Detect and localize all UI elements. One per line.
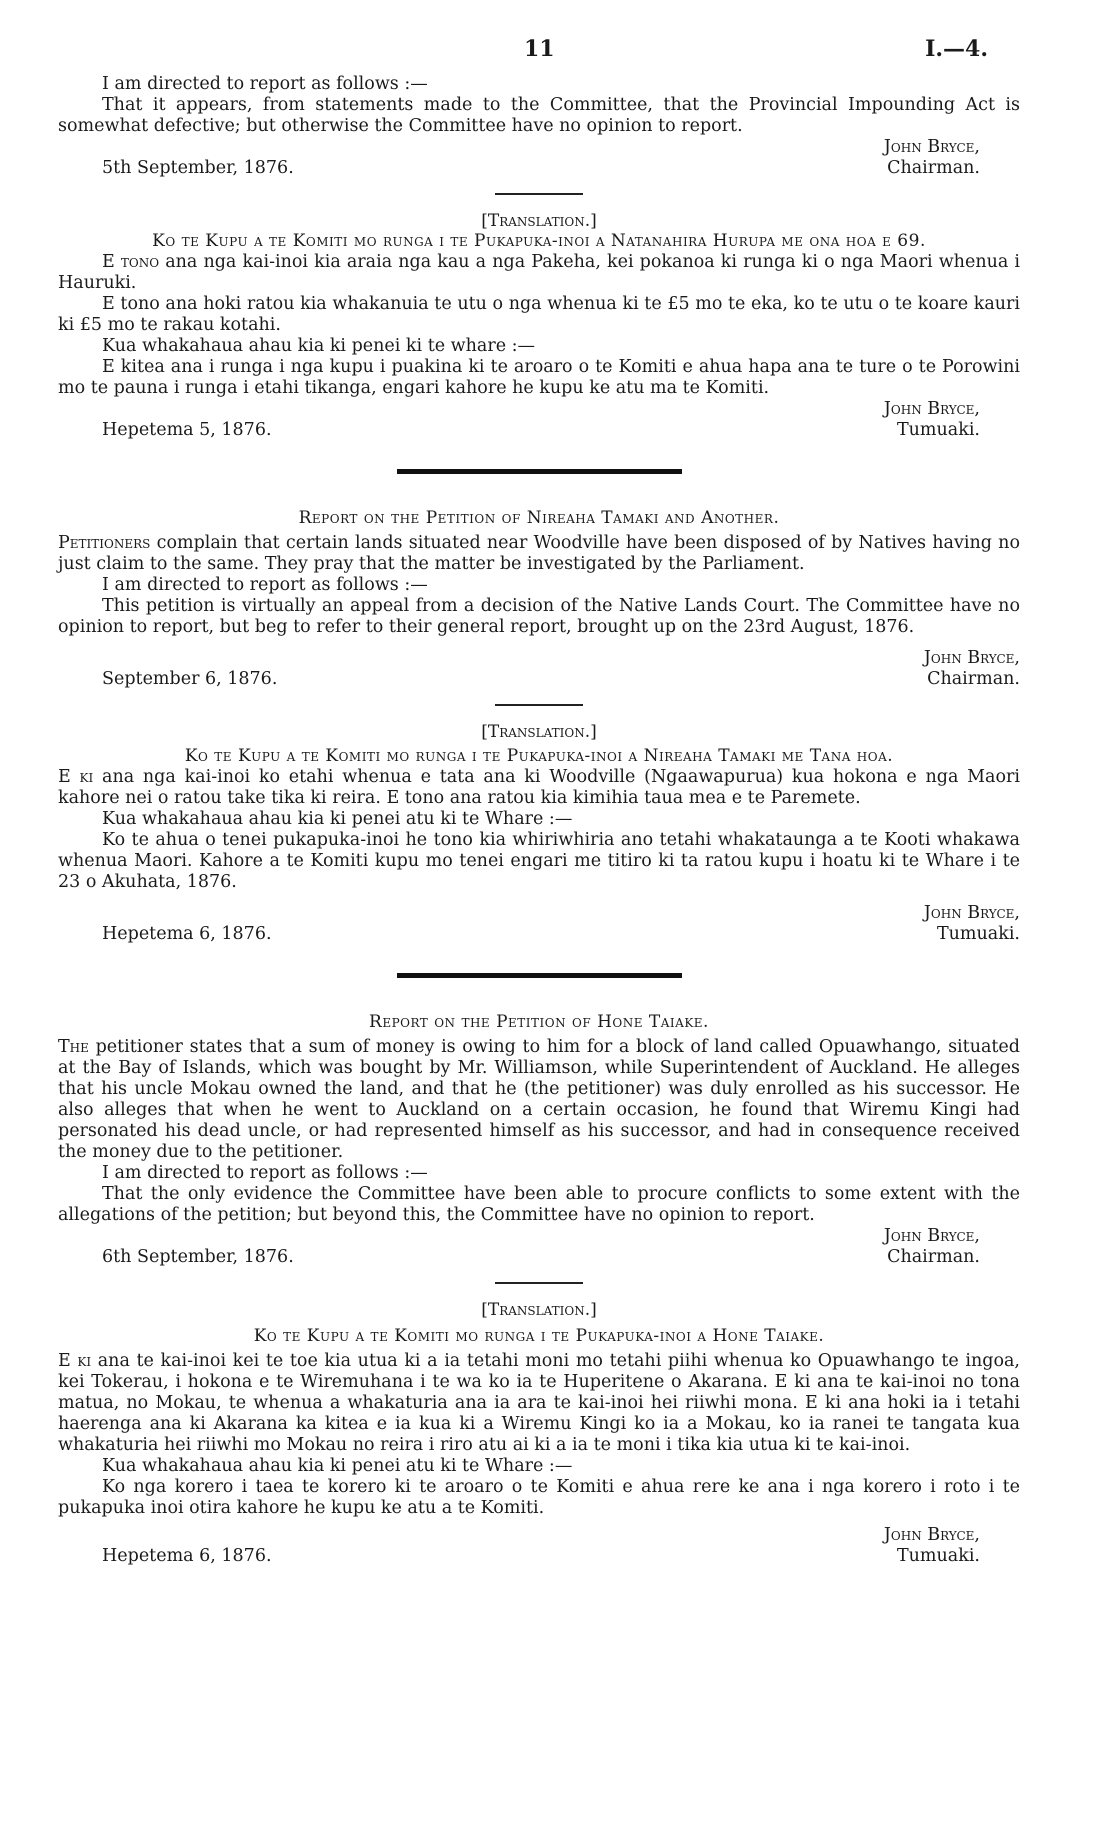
report-paragraph — [58, 533, 1020, 575]
divider-rule — [495, 193, 583, 195]
date-row — [58, 669, 1020, 690]
page-header — [58, 30, 1020, 74]
lead-words: Petitioners — [58, 533, 151, 553]
report-date: Hepetema 6, 1876. — [102, 924, 272, 944]
report-date: September 6, 1876. — [102, 669, 278, 689]
translation-paragraph: Ko te ahua o tenei pukapuka-inoi he tono kia whiriwhiria ano tetahi whakataunga a te Kooti whakawa whenua Maori. Kahore a te Komiti kupu mo tenei engari me titiro ki ta ratou kupu i hoatu ki te Whare i te 23 o Akuhata, 1876. — [58, 830, 1020, 892]
document-page — [58, 30, 1020, 1567]
date-row — [58, 158, 1020, 179]
impounding-translation — [58, 211, 1020, 441]
translation-paragraph: E kitea ana i runga i nga kupu i puakina ki te aroaro o te Komiti e ahua hapa ana te ture o te Porowini mo te pauna i runga i etahi tikanga, engari kahore he kupu ke atu ma te Komiti. — [58, 357, 1020, 398]
signer-title: Tumuaki. — [896, 1546, 980, 1566]
signer-title: Chairman. — [927, 669, 1020, 689]
taiake-report — [58, 1012, 1020, 1268]
report-date: 5th September, 1876. — [102, 158, 294, 178]
date-row — [58, 1546, 1020, 1567]
signer-title: Tumuaki. — [896, 420, 980, 440]
report-heading: Report on the Petition of Hone Taiake. — [369, 1012, 709, 1032]
date-row — [58, 420, 1020, 441]
signer-name: John Bryce, — [923, 648, 1020, 668]
signer-name: John Bryce, — [923, 903, 1020, 923]
page-number: 11 — [524, 36, 555, 62]
translation-heading: Ko te Kupu a te Komiti mo runga i te Pukapuka-inoi a Natanahira Hurupa me ona hoa e 69. — [152, 231, 926, 251]
translation-paragraph — [58, 252, 1020, 294]
signer-title: Chairman. — [887, 1247, 980, 1267]
report-heading: Report on the Petition of Nireaha Tamaki and Another. — [298, 508, 780, 528]
lead-words: E ki — [58, 767, 94, 787]
report-paragraph: That the only evidence the Committee have been able to procure conflicts to some extent with the allegations of the petition; but beyond this, the Committee have no opinion to report. — [58, 1184, 1020, 1225]
signer-title: Tumuaki. — [936, 924, 1020, 944]
signer-name: John Bryce, — [883, 1525, 980, 1545]
translation-paragraph: Ko nga korero i taea te korero ki te aroaro o te Komiti e ahua rere ke ana i nga korero i roto i te pukapuka inoi otira kahore he kupu ke atu a te Komiti. — [58, 1477, 1020, 1518]
translation-label: [Translation.] — [481, 1300, 597, 1320]
translation-heading: Ko te Kupu a te Komiti mo runga i te Pukapuka-inoi a Hone Taiake. — [253, 1326, 825, 1346]
translation-paragraph — [58, 767, 1020, 809]
taiake-translation — [58, 1300, 1020, 1567]
section-separator-rule — [397, 469, 682, 474]
translation-paragraph: Kua whakahaua ahau kia ki penei atu ki te Whare :— — [102, 1456, 573, 1476]
translation-paragraph: Kua whakahaua ahau kia ki penei atu ki te Whare :— — [102, 809, 573, 829]
paragraph-text: ana nga kai-inoi ko etahi whenua e tata ana ki Woodville (Ngaawapurua) kua hokona e nga Maori kahore nei o ratou take tika ki reira. E tono ana ratou kia kimihia taua mea e te Paremete. — [58, 767, 1020, 808]
date-row — [58, 924, 1020, 945]
paragraph-text: ana te kai-inoi kei te toe kia utua ki a ia tetahi moni mo tetahi piihi whenua ko Opuawhango te ingoa, kei Tokerau, i hokona e te Wiremuhana i te wa ko ia te Huperitene o Akarana. E ki ana te kai-inoi no tona matua, no Mokau, te whenua a whakaturia ana ia ara te kai-inoi hei riiwhi mona. E ki ana hoki ia i tetahi haerenga ana ki Akarana ka kitea e ia kua ki a Wiremu Kingi ko ia a Mokau, ko ia ranei te tangata kua whakaturia hei riiwhi mo Mokau no reira i riro atu ai ki a ia te moni i tika kia utua ki te kai-inoi. — [58, 1351, 1020, 1455]
translation-heading: Ko te Kupu a te Komiti mo runga i te Pukapuka-inoi a Nireaha Tamaki me Tana hoa. — [184, 746, 894, 766]
report-intro: I am directed to report as follows :— — [102, 74, 428, 94]
lead-words: E ki — [58, 1351, 92, 1371]
translation-label: [Translation.] — [481, 211, 597, 231]
signer-name: John Bryce, — [883, 399, 980, 419]
tamaki-report — [58, 508, 1020, 690]
report-date: Hepetema 5, 1876. — [102, 420, 272, 440]
report-paragraph: I am directed to report as follows :— — [102, 575, 428, 595]
divider-rule — [495, 1282, 583, 1284]
report-body: That it appears, from statements made to the Committee, that the Provincial Impounding Act is somewhat defective; but otherwise the Committee have no opinion to report. — [58, 95, 1020, 136]
lead-words: The — [58, 1037, 89, 1057]
signer-name: John Bryce, — [883, 137, 980, 157]
translation-label: [Translation.] — [481, 722, 597, 742]
report-paragraph: This petition is virtually an appeal from a decision of the Native Lands Court. The Committee have no opinion to report, but beg to refer to their general report, brought up on the 23rd August, 1876. — [58, 596, 1020, 637]
translation-paragraph: E tono ana hoki ratou kia whakanuia te utu o nga whenua ki te £5 mo te eka, ko te utu o te koare kauri ki £5 mo te rakau kotahi. — [58, 294, 1020, 335]
translation-paragraph — [58, 1351, 1020, 1456]
paragraph-text: complain that certain lands situated near Woodville have been disposed of by Natives having no just claim to the same. They pray that the matter be investigated by the Parliament. — [58, 533, 1020, 574]
date-row — [58, 1247, 1020, 1268]
paragraph-text: petitioner states that a sum of money is owing to him for a block of land called Opuawhango, situated at the Bay of Islands, which was bought by Mr. Williamson, while Superintendent of Auckland. He alleges that his uncle Mokau owned the land, and that he (the petitioner) was duly enrolled as his successor. He also alleges that when he went to Auckland on a certain occasion, he found that Wiremu Kingi had personated his dead uncle, or had represented himself as his successor, and had in consequence received the money due to the petitioner. — [58, 1037, 1020, 1162]
translation-paragraph: Kua whakahaua ahau kia ki penei ki te whare :— — [102, 336, 536, 356]
signer-title: Chairman. — [887, 158, 980, 178]
tamaki-translation — [58, 722, 1020, 945]
report-paragraph — [58, 1037, 1020, 1163]
lead-words: E tono — [102, 252, 160, 272]
paragraph-text: ana nga kai-inoi kia araia nga kau a nga Pakeha, kei pokanoa ki runga ki o nga Maori whenua i Hauruki. — [58, 252, 1020, 293]
report-date: Hepetema 6, 1876. — [102, 1546, 272, 1566]
report-paragraph: I am directed to report as follows :— — [102, 1163, 428, 1183]
section-separator-rule — [397, 973, 682, 978]
divider-rule — [495, 704, 583, 706]
document-reference: I.—4. — [925, 36, 988, 62]
signer-name: John Bryce, — [883, 1226, 980, 1246]
report-date: 6th September, 1876. — [102, 1247, 294, 1267]
impounding-report — [58, 74, 1020, 179]
